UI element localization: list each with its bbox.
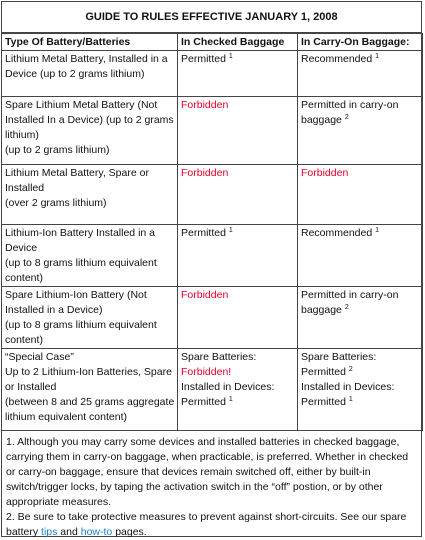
rule-line (301, 52, 420, 67)
battery-type-line: Lithium Metal Battery, Spare or Installed (5, 167, 149, 194)
table-row (2, 97, 423, 165)
rule-line (301, 288, 420, 318)
rule-text: Permitted in carry-on baggage (301, 99, 399, 126)
battery-type-line: Spare Lithium Metal Battery (Not Installed In a Device) (up to 2 grams lithium) (5, 99, 174, 141)
carry-on-cell (298, 225, 423, 287)
battery-type-line: Up to 2 Lithium-Ion Batteries, Spare or Installed (5, 366, 172, 393)
battery-type-line: Lithium Metal Battery, Installed in a Device (up to 2 grams lithium) (5, 53, 168, 80)
tips-link[interactable]: tips (41, 526, 58, 538)
carry-on-cell (298, 349, 423, 431)
guide-title: GUIDE TO RULES EFFECTIVE JANUARY 1, 2008 (2, 2, 421, 33)
checked-baggage-cell (178, 349, 298, 431)
forbidden-text: Forbidden (181, 167, 229, 179)
forbidden-text: Forbidden! (181, 366, 232, 378)
rule-line (301, 350, 420, 380)
battery-type-cell (2, 349, 178, 431)
rule-text: Installed in Devices: Permitted (301, 381, 395, 408)
checked-baggage-cell (178, 287, 298, 349)
and-text: and (60, 526, 78, 538)
footnote-ref: 1 (228, 396, 233, 403)
rule-line (181, 166, 295, 181)
rule-line (301, 380, 420, 410)
rule-line (181, 350, 295, 365)
footnote-ref: 1 (348, 396, 353, 403)
footnote-ref: 2 (344, 304, 349, 311)
footnote-ref: 1 (375, 53, 380, 60)
rule-text: Permitted (181, 227, 226, 239)
rule-text: Permitted in carry-on baggage (301, 289, 399, 316)
table-row (2, 225, 423, 287)
rule-text: Spare Batteries: (181, 351, 257, 363)
battery-type-line: (over 2 grams lithium) (5, 197, 107, 209)
pages-text: pages. (115, 526, 147, 538)
checked-baggage-cell (178, 97, 298, 165)
footnote-ref: 1 (228, 53, 233, 60)
rule-line (181, 226, 295, 241)
header-carry-on: In Carry-On Baggage: (298, 34, 423, 51)
rule-line (181, 52, 295, 67)
footnote-ref: 2 (344, 114, 349, 121)
carry-on-cell (298, 287, 423, 349)
footnote-ref: 1 (228, 227, 233, 234)
battery-type-cell (2, 165, 178, 225)
table-row (2, 349, 423, 431)
footnote-2 (6, 510, 417, 540)
footnotes (2, 431, 421, 540)
battery-type-line: (between 8 and 25 grams aggregate lithium equivalent content) (5, 396, 175, 423)
rules-guide (1, 1, 422, 537)
rule-line (301, 98, 420, 128)
footnote-2-text: 2. Be sure to take protective measures to prevent against short-circuits. See our spare battery (6, 511, 407, 538)
rule-text: Recommended (301, 227, 373, 239)
rule-line (181, 380, 295, 410)
carry-on-cell (298, 51, 423, 97)
checked-baggage-cell (178, 225, 298, 287)
battery-type-cell (2, 97, 178, 165)
checked-baggage-cell (178, 165, 298, 225)
table-body (2, 51, 423, 431)
rule-line (181, 365, 295, 380)
battery-type-line: Spare Lithium-Ion Battery (Not Installed in a Device) (5, 289, 147, 316)
battery-type-cell (2, 225, 178, 287)
carry-on-cell (298, 97, 423, 165)
forbidden-text: Forbidden (301, 167, 349, 179)
battery-type-line: “Special Case” (5, 351, 74, 363)
rule-text: Spare Batteries: Permitted (301, 351, 377, 378)
table-row (2, 165, 423, 225)
header-type: Type Of Battery/Batteries (2, 34, 178, 51)
rule-text: Recommended (301, 53, 373, 65)
header-row (2, 34, 423, 51)
rule-text: Installed in Devices: Permitted (181, 381, 275, 408)
battery-type-cell (2, 51, 178, 97)
footnote-ref: 1 (375, 227, 380, 234)
battery-type-line: (up to 8 grams lithium equivalent content) (5, 257, 157, 284)
checked-baggage-cell (178, 51, 298, 97)
forbidden-text: Forbidden (181, 289, 229, 301)
footnote-1: 1. Although you may carry some devices and installed batteries in checked baggage, carrying them in carry-on baggage, when practicable, is preferred. Whether in checked or carry-on baggage, ensure that devices remain switched off, either by built-in switch/trigger locks, by taping the activation switch in the “off” postion, or by other appropriate measures. (6, 436, 409, 508)
battery-type-line: (up to 8 grams lithium equivalent content) (5, 319, 157, 346)
how-to-link[interactable]: how-to (80, 526, 113, 538)
rule-line (301, 226, 420, 241)
rule-line (181, 288, 295, 303)
forbidden-text: Forbidden (181, 99, 229, 111)
rule-text: Permitted (181, 53, 226, 65)
battery-rules-table (1, 33, 423, 431)
rule-line (181, 98, 295, 113)
rule-line (301, 166, 420, 181)
battery-type-line: (up to 2 grams lithium) (5, 144, 110, 156)
table-row (2, 51, 423, 97)
header-checked: In Checked Baggage (178, 34, 298, 51)
table-row (2, 287, 423, 349)
battery-type-line: Lithium-Ion Battery Installed in a Device (5, 227, 155, 254)
footnote-ref: 2 (348, 366, 353, 373)
battery-type-cell (2, 287, 178, 349)
carry-on-cell (298, 165, 423, 225)
